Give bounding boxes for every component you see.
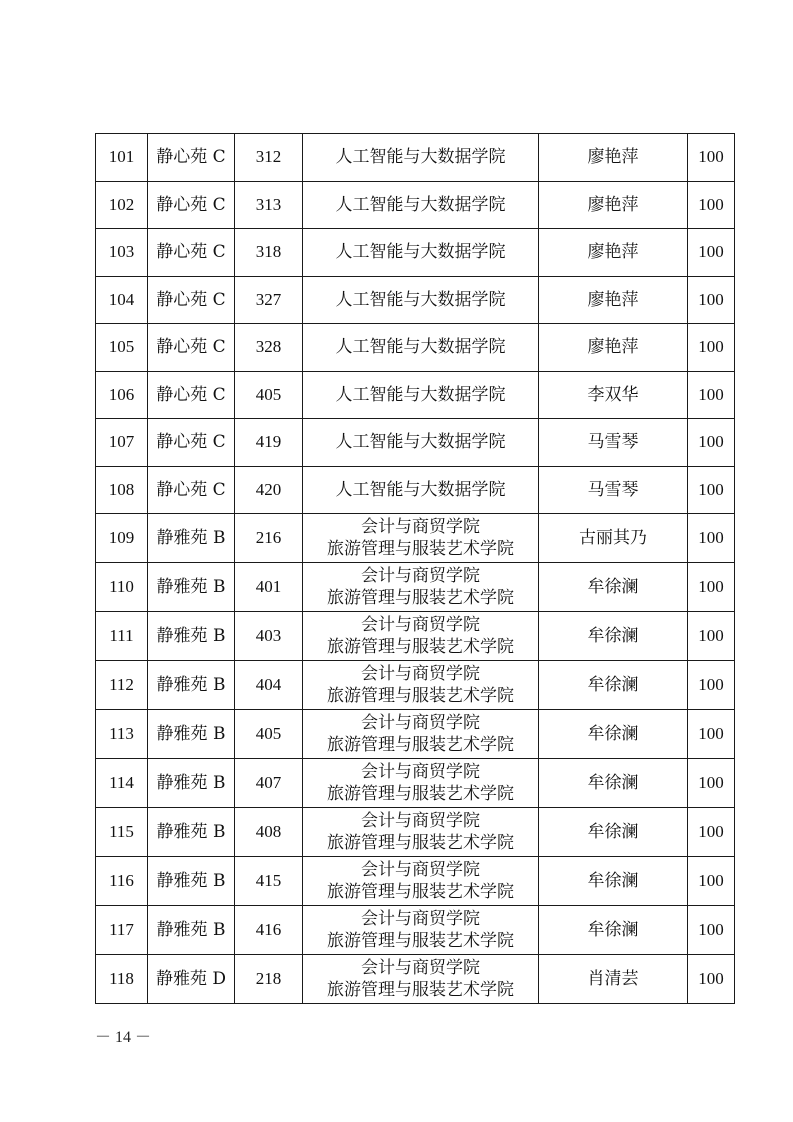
advisor-cell: 古丽其乃 [539,514,688,563]
building-cell: 静雅苑 B [148,759,235,808]
score-cell: 100 [688,371,735,419]
table-row [96,710,735,759]
college-name: 会计与商贸学院 [361,615,480,635]
advisor-cell: 马雪琴 [539,466,688,514]
advisor-cell: 牟徐澜 [539,710,688,759]
college-name: 人工智能与大数据学院 [335,337,506,358]
college-name: 旅游管理与服装艺术学院 [327,637,514,657]
table-row [96,955,735,1004]
college-cell [303,134,539,182]
building-cell: 静雅苑 D [148,955,235,1004]
score-cell: 100 [688,612,735,661]
table-body [96,134,735,1004]
room-number-cell: 327 [235,276,303,324]
college-name: 人工智能与大数据学院 [335,432,506,453]
table-row [96,906,735,955]
advisor-cell: 牟徐澜 [539,661,688,710]
advisor-cell: 牟徐澜 [539,808,688,857]
room-number-cell: 420 [235,466,303,514]
row-number-cell: 110 [96,563,148,612]
dormitory-score-table [95,133,735,1004]
college-name: 人工智能与大数据学院 [335,147,506,168]
score-cell: 100 [688,955,735,1004]
table-row [96,514,735,563]
room-number-cell: 405 [235,710,303,759]
college-cell [303,181,539,229]
score-cell: 100 [688,181,735,229]
building-cell: 静心苑 C [148,419,235,467]
room-number-cell: 313 [235,181,303,229]
score-cell: 100 [688,906,735,955]
room-number-cell: 401 [235,563,303,612]
table-row [96,759,735,808]
college-cell [303,276,539,324]
college-name: 人工智能与大数据学院 [335,289,506,310]
college-cell [303,324,539,372]
college-name: 人工智能与大数据学院 [335,194,506,215]
score-cell: 100 [688,466,735,514]
college-cell [303,906,539,955]
college-name: 旅游管理与服装艺术学院 [327,931,514,951]
score-cell: 100 [688,276,735,324]
college-name: 人工智能与大数据学院 [335,242,506,263]
row-number-cell: 104 [96,276,148,324]
building-cell: 静雅苑 B [148,612,235,661]
score-cell: 100 [688,514,735,563]
score-cell: 100 [688,710,735,759]
table-row [96,371,735,419]
table-row [96,563,735,612]
building-cell: 静雅苑 B [148,808,235,857]
table-row [96,661,735,710]
building-cell: 静心苑 C [148,324,235,372]
table-row [96,857,735,906]
row-number-cell: 108 [96,466,148,514]
score-cell: 100 [688,808,735,857]
college-cell [303,371,539,419]
table-row [96,419,735,467]
score-cell: 100 [688,563,735,612]
row-number-cell: 111 [96,612,148,661]
building-cell: 静心苑 C [148,371,235,419]
college-name: 旅游管理与服装艺术学院 [327,980,514,1000]
college-name: 会计与商贸学院 [361,517,480,537]
college-name: 旅游管理与服装艺术学院 [327,539,514,559]
table-row [96,324,735,372]
row-number-cell: 114 [96,759,148,808]
building-cell: 静雅苑 B [148,857,235,906]
advisor-cell: 廖艳萍 [539,181,688,229]
college-name: 会计与商贸学院 [361,958,480,978]
table-row [96,466,735,514]
room-number-cell: 403 [235,612,303,661]
room-number-cell: 218 [235,955,303,1004]
score-cell: 100 [688,134,735,182]
college-cell [303,808,539,857]
room-number-cell: 405 [235,371,303,419]
row-number-cell: 113 [96,710,148,759]
row-number-cell: 109 [96,514,148,563]
row-number-cell: 115 [96,808,148,857]
table-row [96,229,735,277]
room-number-cell: 328 [235,324,303,372]
advisor-cell: 牟徐澜 [539,906,688,955]
table-row [96,808,735,857]
advisor-cell: 李双华 [539,371,688,419]
college-name: 旅游管理与服装艺术学院 [327,833,514,853]
row-number-cell: 103 [96,229,148,277]
room-number-cell: 216 [235,514,303,563]
college-cell [303,466,539,514]
college-cell [303,759,539,808]
college-name: 旅游管理与服装艺术学院 [327,882,514,902]
building-cell: 静雅苑 B [148,710,235,759]
advisor-cell: 牟徐澜 [539,759,688,808]
score-cell: 100 [688,661,735,710]
college-cell [303,419,539,467]
advisor-cell: 牟徐澜 [539,563,688,612]
row-number-cell: 106 [96,371,148,419]
college-cell [303,661,539,710]
advisor-cell: 肖清芸 [539,955,688,1004]
college-cell [303,710,539,759]
table-row [96,612,735,661]
row-number-cell: 118 [96,955,148,1004]
building-cell: 静心苑 C [148,181,235,229]
building-cell: 静雅苑 B [148,661,235,710]
college-name: 会计与商贸学院 [361,860,480,880]
row-number-cell: 116 [96,857,148,906]
room-number-cell: 404 [235,661,303,710]
table-row [96,276,735,324]
college-name: 旅游管理与服装艺术学院 [327,686,514,706]
college-name: 会计与商贸学院 [361,566,480,586]
advisor-cell: 廖艳萍 [539,134,688,182]
college-name: 会计与商贸学院 [361,909,480,929]
advisor-cell: 廖艳萍 [539,229,688,277]
room-number-cell: 416 [235,906,303,955]
room-number-cell: 407 [235,759,303,808]
building-cell: 静心苑 C [148,134,235,182]
college-cell [303,229,539,277]
row-number-cell: 105 [96,324,148,372]
college-name: 旅游管理与服装艺术学院 [327,735,514,755]
score-cell: 100 [688,759,735,808]
row-number-cell: 107 [96,419,148,467]
building-cell: 静心苑 C [148,466,235,514]
college-name: 会计与商贸学院 [361,664,480,684]
college-cell [303,857,539,906]
college-name: 人工智能与大数据学院 [335,479,506,500]
room-number-cell: 318 [235,229,303,277]
advisor-cell: 牟徐澜 [539,857,688,906]
row-number-cell: 117 [96,906,148,955]
college-name: 会计与商贸学院 [361,713,480,733]
building-cell: 静心苑 C [148,229,235,277]
row-number-cell: 112 [96,661,148,710]
college-cell [303,514,539,563]
college-name: 会计与商贸学院 [361,762,480,782]
room-number-cell: 419 [235,419,303,467]
building-cell: 静心苑 C [148,276,235,324]
college-cell [303,612,539,661]
table-row [96,181,735,229]
building-cell: 静雅苑 B [148,514,235,563]
score-cell: 100 [688,857,735,906]
room-number-cell: 415 [235,857,303,906]
room-number-cell: 408 [235,808,303,857]
row-number-cell: 101 [96,134,148,182]
college-name: 旅游管理与服装艺术学院 [327,588,514,608]
score-cell: 100 [688,229,735,277]
college-cell [303,955,539,1004]
advisor-cell: 马雪琴 [539,419,688,467]
room-number-cell: 312 [235,134,303,182]
college-name: 人工智能与大数据学院 [335,384,506,405]
advisor-cell: 牟徐澜 [539,612,688,661]
table-row [96,134,735,182]
college-name: 旅游管理与服装艺术学院 [327,784,514,804]
score-cell: 100 [688,324,735,372]
advisor-cell: 廖艳萍 [539,324,688,372]
row-number-cell: 102 [96,181,148,229]
building-cell: 静雅苑 B [148,906,235,955]
page-number: － 14 － [95,1029,152,1046]
college-name: 会计与商贸学院 [361,811,480,831]
advisor-cell: 廖艳萍 [539,276,688,324]
college-cell [303,563,539,612]
score-cell: 100 [688,419,735,467]
building-cell: 静雅苑 B [148,563,235,612]
